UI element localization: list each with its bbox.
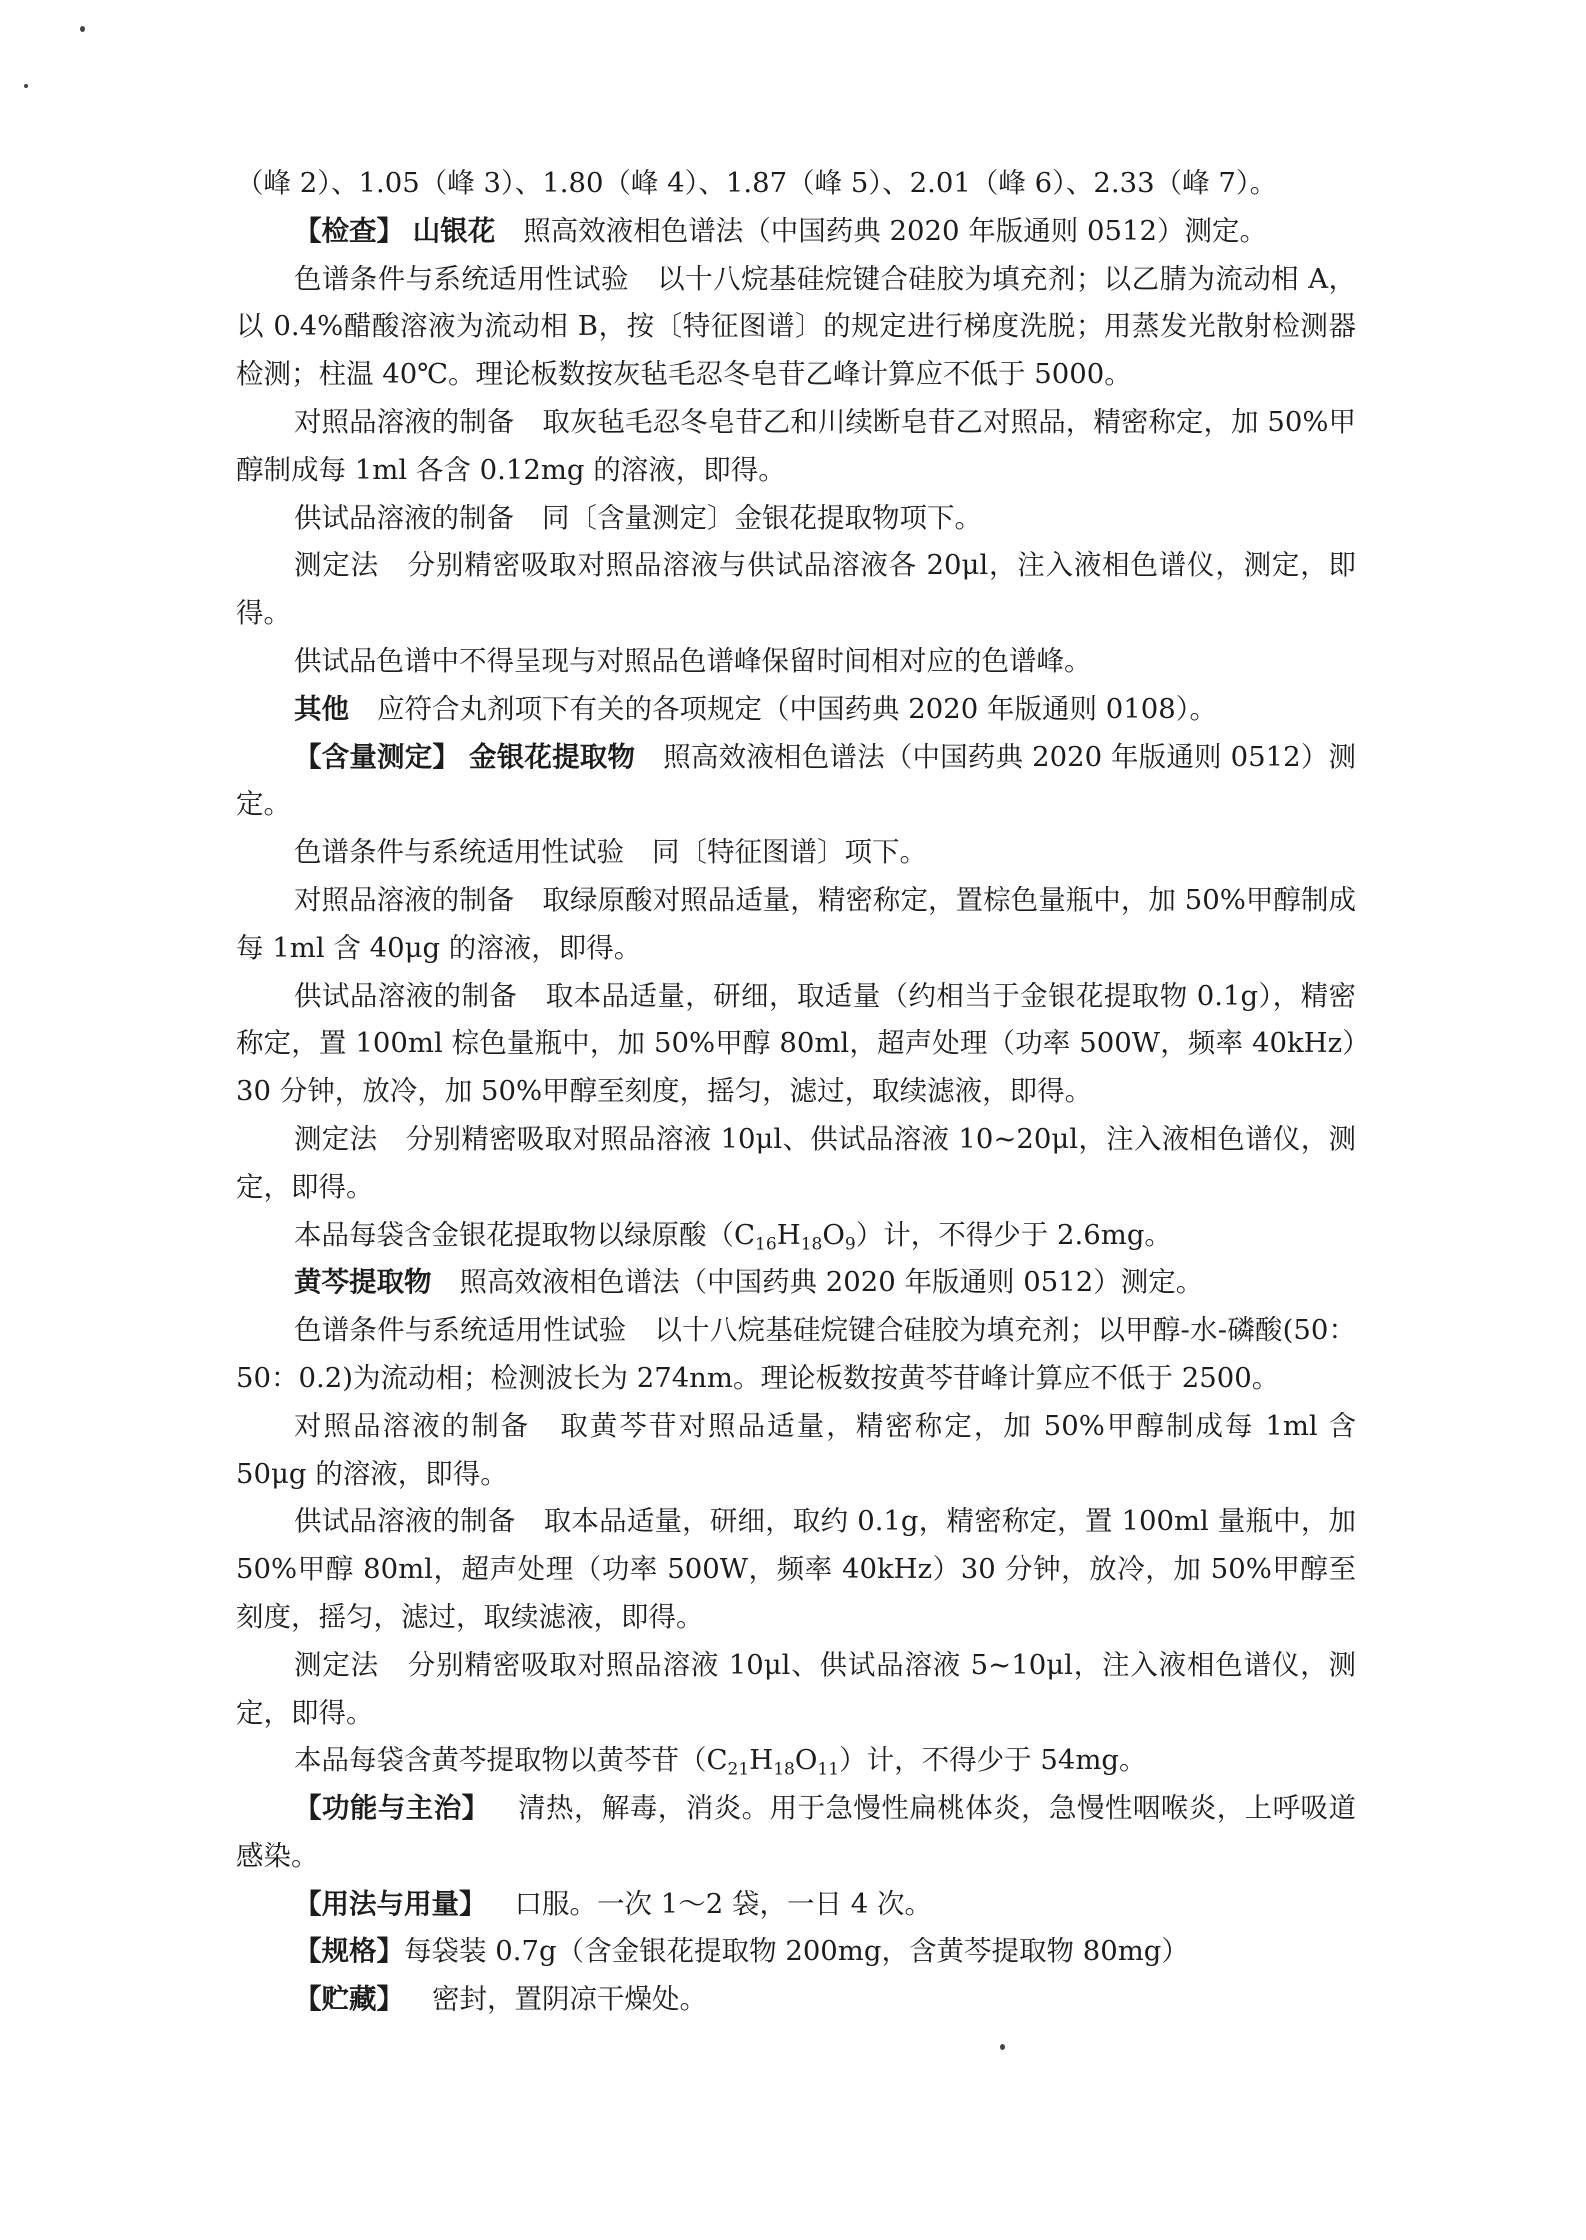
section-heading-specification: 【规格】 (294, 1935, 404, 1968)
subheading-other: 其他 (294, 692, 349, 725)
paragraph-content-limit: 本品每袋含黄芩提取物以黄芩苷$(C_{21}H_{18}O_{11})$计，不得少于 54mg。 (294, 1744, 1147, 1780)
paragraph-requirement: 供试品色谱中不得呈现与对照品色谱峰保留时间相对应的色谱峰。 (294, 644, 1092, 677)
item-lead: 对照品溶液的制备 (294, 405, 515, 438)
paragraph-text: 以十八烷基硅烷键合硅胶为填充剂；以乙腈为流动相 A，以 0.4%醋酸溶液为流动相 B，按〔特征图谱〕的规定进行梯度洗脱；用蒸发光散射检测器检测；柱温 40℃。理论板数按灰毡毛忍冬皂苷乙峰计算应不低于 5000。 (236, 262, 1356, 391)
document-body (236, 160, 1356, 2024)
item-lead: 供试品溶液的制备 (294, 979, 518, 1012)
paragraph-text: 同〔特征图谱〕项下。 (652, 836, 927, 869)
formula-subscript: 11 (817, 1759, 840, 1780)
paragraph-text: 分别精密吸取对照品溶液 10μl、供试品溶液 10~20μl，注入液相色谱仪，测定，即得。 (236, 1122, 1357, 1203)
item-lead: 色谱条件与系统适用性试验 (294, 836, 624, 869)
paragraph-dosage (236, 1881, 1356, 1929)
paragraph-reference-solution (236, 399, 1356, 495)
paragraph-reference-solution (236, 877, 1356, 973)
paragraph-text: 每袋装 0.7g（含金银花提取物 200mg，含黄芩提取物 80mg） (404, 1935, 1189, 1968)
item-lead: 对照品溶液的制备 (294, 1409, 531, 1442)
item-lead: 测定法 (294, 1122, 378, 1155)
paragraph-specification (236, 1928, 1356, 1976)
paragraph-peaks: （峰 2）、1.05（峰 3）、1.80（峰 4）、1.87（峰 5）、2.01（峰 6）、2.33（峰 7）。 (236, 167, 1278, 199)
paragraph-chromatography-conditions (236, 829, 1356, 877)
paragraph-text: 分别精密吸取对照品溶液与供试品溶液各 20μl，注入液相色谱仪，测定，即得。 (236, 549, 1357, 630)
scan-speck (1000, 2044, 1005, 2050)
item-lead: 色谱条件与系统适用性试验 (294, 262, 629, 295)
paragraph-text: 照高效液相色谱法（中国药典 2020 年版通则 0512）测定。 (523, 214, 1267, 247)
paragraph-test-solution (236, 1498, 1356, 1641)
subheading-shan-yinhua: 山银花 (412, 214, 496, 247)
formula-subscript: 21 (727, 1759, 750, 1780)
paragraph-chromatography-conditions (236, 1307, 1356, 1403)
paragraph-functions (236, 1785, 1356, 1881)
paragraph-text: 取灰毡毛忍冬皂苷乙和川续断皂苷乙对照品，精密称定，加 50%甲醇制成每 1ml 各含 0.12mg 的溶液，即得。 (236, 405, 1356, 486)
paragraph-other (236, 686, 1356, 734)
paragraph-text: 取黄芩苷对照品适量，精密称定，加 50%甲醇制成每 1ml 含 50μg 的溶液，即得。 (236, 1409, 1357, 1490)
section-heading-dosage: 【用法与用量】 (294, 1887, 487, 1920)
paragraph-assay (236, 734, 1356, 830)
item-lead: 测定法 (294, 1648, 379, 1681)
scan-speck (24, 84, 28, 88)
item-lead: 对照品溶液的制备 (294, 883, 515, 916)
paragraph-procedure (236, 1642, 1356, 1738)
paragraph-text: 密封，置阴凉干燥处。 (432, 1983, 707, 2016)
paragraph-text: 同〔含量测定〕金银花提取物项下。 (542, 501, 982, 534)
paragraph-test-solution (236, 973, 1356, 1116)
section-heading-functions: 【功能与主治】 (294, 1792, 490, 1825)
paragraph-test-solution (236, 495, 1356, 543)
paragraph-text: 取本品适量，研细，取适量（约相当于金银花提取物 0.1g），精密称定，置 100ml 棕色量瓶中，加 50%甲醇 80ml，超声处理（功率 500W，频率 40kHz）30 分钟，放冷，加 50%甲醇至刻度，摇匀，滤过，取续滤液，即得。 (236, 979, 1356, 1108)
formula-subscript: 16 (755, 1233, 777, 1254)
paragraph-text: 以十八烷基硅烷键合硅胶为填充剂；以甲醇-水-磷酸(50：50：0.2)为流动相；检测波长为 274nm。理论板数按黄芩苷峰计算应不低于 2500。 (236, 1314, 1357, 1394)
formula-subscript: 18 (800, 1233, 823, 1254)
subheading-honeysuckle-extract: 金银花提取物 (469, 740, 636, 773)
paragraph-procedure (236, 542, 1356, 638)
paragraph-text: 清热，解毒，消炎。用于急慢性扁桃体炎，急慢性咽喉炎，上呼吸道感染。 (236, 1792, 1357, 1872)
paragraph-text: 取本品适量，研细，取约 0.1g，精密称定，置 100ml 量瓶中，加 50%甲醇 80ml，超声处理（功率 500W，频率 40kHz）30 分钟，放冷，加 50%甲醇至刻度，摇匀，滤过，取续滤液，即得。 (236, 1505, 1357, 1633)
paragraph-scutellaria-extract (236, 1259, 1356, 1307)
subheading-scutellaria-extract: 黄芩提取物 (294, 1266, 432, 1299)
section-heading-assay: 【含量测定】 (294, 740, 461, 773)
section-heading-inspection: 【检查】 (294, 214, 404, 247)
paragraph-chromatography-conditions (236, 256, 1356, 399)
paragraph-text: 分别精密吸取对照品溶液 10μl、供试品溶液 5~10μl，注入液相色谱仪，测定，即得。 (236, 1648, 1357, 1729)
item-lead: 供试品溶液的制备 (294, 501, 514, 534)
paragraph-text: 口服。一次 1～2 袋，一日 4 次。 (514, 1887, 932, 1920)
paragraph-inspection (236, 208, 1356, 256)
item-lead: 供试品溶液的制备 (294, 1505, 516, 1538)
paragraph-text: 照高效液相色谱法（中国药典 2020 年版通则 0512）测定。 (236, 740, 1357, 821)
item-lead: 色谱条件与系统适用性试验 (294, 1314, 627, 1347)
paragraph-procedure (236, 1116, 1356, 1212)
formula-subscript: 18 (773, 1759, 795, 1780)
paragraph-text: 取绿原酸对照品适量，精密称定，置棕色量瓶中，加 50%甲醇制成每 1ml 含 40μg 的溶液，即得。 (236, 883, 1356, 964)
paragraph-storage (236, 1976, 1356, 2024)
formula-subscript: 9 (844, 1233, 856, 1254)
paragraph-text: 照高效液相色谱法（中国药典 2020 年版通则 0512）测定。 (459, 1266, 1204, 1299)
item-lead: 测定法 (294, 549, 379, 582)
paragraph-reference-solution (236, 1403, 1356, 1499)
paragraph-content-limit: 本品每袋含金银花提取物以绿原酸$(C_{16}H_{18}O_9)$计，不得少于 2.6mg。 (294, 1218, 1172, 1254)
paragraph-text: 应符合丸剂项下有关的各项规定（中国药典 2020 年版通则 0108）。 (377, 692, 1217, 725)
section-heading-storage: 【贮藏】 (294, 1983, 404, 2016)
scan-speck (80, 26, 85, 32)
